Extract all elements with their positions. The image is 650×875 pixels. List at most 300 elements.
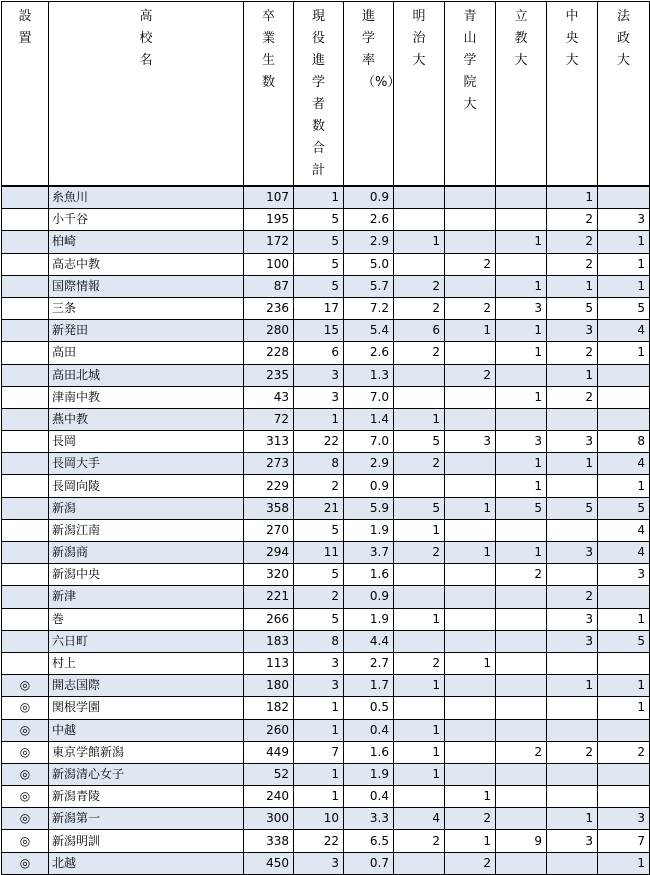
cell-hosei: 1 [598,253,650,275]
cell-aoyama [445,275,496,297]
cell-aoyama: 1 [445,786,496,808]
table-row [2,320,650,342]
cell-type-mark [2,209,49,231]
header-row [2,2,650,187]
cell-type-mark [2,275,49,297]
header-cell: 中央大 [547,2,598,187]
cell-rate: 3.3 [344,808,394,830]
cell-rate: 7.0 [344,386,394,408]
cell-hosei: 3 [598,564,650,586]
cell-chuo [547,519,598,541]
cell-graduates: 72 [244,408,294,430]
cell-school-name: 長岡向陵 [49,475,244,497]
cell-aoyama [445,697,496,719]
cell-aoyama [445,231,496,253]
cell-aoyama [445,564,496,586]
table-row [2,830,650,852]
cell-meiji: 2 [394,652,445,674]
cell-chuo: 1 [547,186,598,209]
cell-enrollees-total: 5 [294,275,344,297]
cell-aoyama [445,586,496,608]
cell-graduates: 235 [244,364,294,386]
cell-hosei: 4 [598,453,650,475]
cell-enrollees-total: 22 [294,830,344,852]
cell-rate: 1.6 [344,741,394,763]
cell-rate: 3.7 [344,542,394,564]
cell-chuo [547,786,598,808]
cell-school-name: 三条 [49,297,244,319]
cell-hosei: 1 [598,342,650,364]
cell-hosei: 5 [598,497,650,519]
cell-enrollees-total: 1 [294,408,344,430]
cell-school-name: 北越 [49,852,244,874]
cell-type-mark [2,542,49,564]
cell-enrollees-total: 7 [294,741,344,763]
cell-rate: 1.9 [344,763,394,785]
cell-rikkyo [496,253,547,275]
cell-hosei [598,386,650,408]
cell-graduates: 240 [244,786,294,808]
cell-rikkyo [496,786,547,808]
cell-rikkyo [496,719,547,741]
cell-rate: 0.9 [344,475,394,497]
cell-hosei: 1 [598,475,650,497]
cell-chuo [547,852,598,874]
cell-type-mark [2,608,49,630]
table-row [2,741,650,763]
cell-hosei: 5 [598,297,650,319]
cell-type-mark [2,564,49,586]
cell-chuo: 2 [547,586,598,608]
table-row [2,364,650,386]
table-row [2,342,650,364]
cell-rikkyo [496,209,547,231]
cell-enrollees-total: 6 [294,342,344,364]
table-row [2,542,650,564]
cell-school-name: 新潟清心女子 [49,763,244,785]
cell-meiji: 2 [394,542,445,564]
cell-type-mark: ◎ [2,719,49,741]
cell-school-name: 新潟商 [49,542,244,564]
cell-enrollees-total: 5 [294,564,344,586]
cell-enrollees-total: 1 [294,763,344,785]
cell-graduates: 113 [244,652,294,674]
cell-graduates: 266 [244,608,294,630]
cell-rikkyo [496,763,547,785]
cell-chuo: 5 [547,497,598,519]
table-row [2,586,650,608]
cell-enrollees-total: 2 [294,475,344,497]
cell-hosei: 4 [598,542,650,564]
cell-meiji: 2 [394,453,445,475]
table-row [2,475,650,497]
cell-rate: 5.7 [344,275,394,297]
table-row [2,453,650,475]
cell-hosei: 1 [598,675,650,697]
cell-graduates: 270 [244,519,294,541]
cell-chuo [547,408,598,430]
cell-rate: 5.4 [344,320,394,342]
cell-rate: 0.4 [344,786,394,808]
cell-rate: 1.6 [344,564,394,586]
cell-type-mark: ◎ [2,808,49,830]
cell-aoyama: 3 [445,431,496,453]
cell-graduates: 183 [244,630,294,652]
cell-enrollees-total: 8 [294,630,344,652]
cell-meiji [394,852,445,874]
cell-meiji: 1 [394,231,445,253]
cell-chuo [547,475,598,497]
cell-hosei: 1 [598,275,650,297]
header-cell: 現役進学者数合計 [294,2,344,187]
cell-chuo: 5 [547,297,598,319]
cell-hosei: 1 [598,697,650,719]
table-row [2,209,650,231]
cell-rikkyo [496,675,547,697]
cell-enrollees-total: 3 [294,652,344,674]
cell-rate: 5.0 [344,253,394,275]
cell-rikkyo: 1 [496,231,547,253]
cell-enrollees-total: 21 [294,497,344,519]
cell-chuo: 1 [547,364,598,386]
cell-hosei [598,408,650,430]
cell-type-mark: ◎ [2,763,49,785]
cell-aoyama [445,763,496,785]
cell-meiji [394,475,445,497]
cell-chuo: 3 [547,630,598,652]
table-row [2,431,650,453]
cell-aoyama [445,408,496,430]
cell-rate: 0.9 [344,186,394,209]
cell-chuo: 1 [547,675,598,697]
cell-school-name: 新潟中央 [49,564,244,586]
cell-hosei: 1 [598,608,650,630]
cell-rikkyo: 1 [496,386,547,408]
cell-type-mark [2,453,49,475]
cell-school-name: 糸魚川 [49,186,244,209]
cell-school-name: 長岡大手 [49,453,244,475]
cell-school-name: 燕中教 [49,408,244,430]
cell-meiji: 5 [394,497,445,519]
header-cell: 高校名 [49,2,244,187]
table-row [2,719,650,741]
table-row [2,675,650,697]
cell-type-mark [2,408,49,430]
table-row [2,275,650,297]
cell-chuo: 2 [547,741,598,763]
cell-type-mark: ◎ [2,830,49,852]
cell-aoyama [445,719,496,741]
header-cell: 明治大 [394,2,445,187]
cell-school-name: 六日町 [49,630,244,652]
cell-graduates: 294 [244,542,294,564]
cell-rikkyo [496,408,547,430]
cell-graduates: 260 [244,719,294,741]
cell-hosei: 8 [598,431,650,453]
cell-chuo: 2 [547,386,598,408]
cell-enrollees-total: 5 [294,209,344,231]
cell-meiji: 1 [394,408,445,430]
cell-rikkyo [496,697,547,719]
header-cell: 青山学院大 [445,2,496,187]
cell-meiji [394,630,445,652]
cell-graduates: 221 [244,586,294,608]
cell-type-mark: ◎ [2,852,49,874]
cell-rikkyo: 1 [496,475,547,497]
cell-enrollees-total: 1 [294,719,344,741]
cell-graduates: 195 [244,209,294,231]
cell-hosei [598,786,650,808]
cell-meiji: 1 [394,608,445,630]
cell-aoyama [445,630,496,652]
cell-rate: 1.9 [344,608,394,630]
cell-graduates: 358 [244,497,294,519]
cell-enrollees-total: 1 [294,697,344,719]
table-row [2,608,650,630]
cell-graduates: 229 [244,475,294,497]
cell-aoyama [445,519,496,541]
cell-rikkyo: 1 [496,453,547,475]
cell-hosei: 7 [598,830,650,852]
cell-aoyama [445,186,496,209]
cell-school-name: 高田北城 [49,364,244,386]
cell-enrollees-total: 22 [294,431,344,453]
cell-school-name: 新潟江南 [49,519,244,541]
cell-type-mark [2,186,49,209]
cell-graduates: 180 [244,675,294,697]
cell-enrollees-total: 2 [294,586,344,608]
cell-hosei [598,763,650,785]
cell-meiji [394,564,445,586]
cell-school-name: 中越 [49,719,244,741]
cell-hosei: 5 [598,630,650,652]
cell-rikkyo [496,608,547,630]
cell-meiji: 1 [394,519,445,541]
cell-meiji: 2 [394,297,445,319]
cell-rikkyo [496,808,547,830]
cell-graduates: 52 [244,763,294,785]
cell-chuo: 2 [547,342,598,364]
cell-school-name: 新潟明訓 [49,830,244,852]
cell-chuo: 3 [547,320,598,342]
cell-chuo: 3 [547,830,598,852]
cell-chuo: 3 [547,608,598,630]
cell-graduates: 449 [244,741,294,763]
cell-enrollees-total: 5 [294,231,344,253]
table-body [2,186,650,874]
cell-aoyama [445,741,496,763]
table-row [2,231,650,253]
cell-type-mark [2,630,49,652]
cell-aoyama: 1 [445,497,496,519]
header-cell: 立教大 [496,2,547,187]
cell-school-name: 小千谷 [49,209,244,231]
cell-graduates: 100 [244,253,294,275]
cell-graduates: 300 [244,808,294,830]
cell-rikkyo: 2 [496,741,547,763]
cell-hosei: 1 [598,852,650,874]
cell-hosei [598,586,650,608]
cell-school-name: 村上 [49,652,244,674]
cell-rikkyo: 3 [496,297,547,319]
cell-rikkyo: 1 [496,320,547,342]
cell-chuo [547,763,598,785]
cell-meiji [394,364,445,386]
table-row [2,497,650,519]
cell-school-name: 新潟第一 [49,808,244,830]
cell-aoyama [445,608,496,630]
cell-rikkyo: 9 [496,830,547,852]
cell-meiji: 1 [394,763,445,785]
cell-aoyama: 1 [445,830,496,852]
table-row [2,253,650,275]
header-cell: 卒業生数 [244,2,294,187]
cell-rikkyo: 2 [496,564,547,586]
cell-enrollees-total: 5 [294,253,344,275]
cell-enrollees-total: 5 [294,608,344,630]
cell-school-name: 国際情報 [49,275,244,297]
cell-aoyama [445,453,496,475]
cell-rikkyo: 1 [496,342,547,364]
cell-enrollees-total: 11 [294,542,344,564]
cell-hosei [598,652,650,674]
cell-enrollees-total: 5 [294,519,344,541]
cell-graduates: 236 [244,297,294,319]
cell-graduates: 228 [244,342,294,364]
cell-type-mark [2,364,49,386]
cell-rikkyo [496,519,547,541]
cell-aoyama: 2 [445,297,496,319]
cell-rate: 7.2 [344,297,394,319]
cell-enrollees-total: 3 [294,364,344,386]
cell-rate: 1.4 [344,408,394,430]
cell-meiji [394,386,445,408]
cell-school-name: 東京学館新潟 [49,741,244,763]
cell-chuo: 2 [547,209,598,231]
cell-chuo: 1 [547,453,598,475]
cell-rate: 0.5 [344,697,394,719]
table-row [2,186,650,209]
table-row [2,763,650,785]
cell-hosei [598,186,650,209]
cell-type-mark [2,519,49,541]
table-row [2,697,650,719]
cell-aoyama [445,386,496,408]
cell-school-name: 柏崎 [49,231,244,253]
cell-school-name: 新発田 [49,320,244,342]
cell-school-name: 高志中教 [49,253,244,275]
table-row [2,519,650,541]
cell-chuo: 3 [547,542,598,564]
cell-rate: 1.7 [344,675,394,697]
cell-type-mark: ◎ [2,786,49,808]
cell-rikkyo [496,186,547,209]
cell-rate: 2.6 [344,209,394,231]
cell-graduates: 107 [244,186,294,209]
cell-rate: 1.3 [344,364,394,386]
cell-aoyama: 1 [445,542,496,564]
cell-graduates: 172 [244,231,294,253]
cell-graduates: 273 [244,453,294,475]
cell-enrollees-total: 10 [294,808,344,830]
cell-school-name: 開志国際 [49,675,244,697]
cell-meiji: 2 [394,830,445,852]
cell-rikkyo: 5 [496,497,547,519]
cell-rate: 7.0 [344,431,394,453]
cell-type-mark [2,652,49,674]
cell-chuo [547,697,598,719]
cell-rikkyo [496,586,547,608]
cell-chuo [547,719,598,741]
cell-chuo: 2 [547,231,598,253]
table-row [2,652,650,674]
cell-type-mark [2,586,49,608]
cell-enrollees-total: 8 [294,453,344,475]
cell-type-mark: ◎ [2,697,49,719]
cell-rikkyo [496,630,547,652]
cell-school-name: 新津 [49,586,244,608]
table-row [2,564,650,586]
cell-enrollees-total: 3 [294,675,344,697]
cell-aoyama [445,675,496,697]
header-cell: 法政大 [598,2,650,187]
cell-enrollees-total: 17 [294,297,344,319]
table-row [2,808,650,830]
cell-type-mark [2,431,49,453]
cell-rikkyo [496,364,547,386]
cell-type-mark: ◎ [2,741,49,763]
cell-type-mark [2,253,49,275]
cell-graduates: 182 [244,697,294,719]
cell-rate: 2.6 [344,342,394,364]
cell-meiji: 4 [394,808,445,830]
cell-meiji: 1 [394,675,445,697]
cell-meiji: 6 [394,320,445,342]
cell-meiji [394,209,445,231]
cell-graduates: 338 [244,830,294,852]
cell-rate: 4.4 [344,630,394,652]
cell-rate: 1.9 [344,519,394,541]
cell-enrollees-total: 1 [294,186,344,209]
cell-rikkyo: 3 [496,431,547,453]
cell-graduates: 313 [244,431,294,453]
cell-rikkyo: 1 [496,542,547,564]
cell-type-mark [2,386,49,408]
cell-meiji [394,186,445,209]
cell-school-name: 新潟青陵 [49,786,244,808]
cell-chuo: 1 [547,275,598,297]
table-row [2,630,650,652]
cell-meiji: 2 [394,275,445,297]
cell-hosei: 3 [598,808,650,830]
cell-meiji: 5 [394,431,445,453]
cell-enrollees-total: 1 [294,786,344,808]
header-cell: 進学率（%） [344,2,394,187]
cell-type-mark [2,297,49,319]
cell-type-mark [2,231,49,253]
cell-rate: 0.7 [344,852,394,874]
cell-enrollees-total: 15 [294,320,344,342]
cell-enrollees-total: 3 [294,386,344,408]
cell-graduates: 43 [244,386,294,408]
cell-graduates: 320 [244,564,294,586]
cell-type-mark [2,320,49,342]
cell-aoyama: 1 [445,652,496,674]
cell-rate: 5.9 [344,497,394,519]
cell-graduates: 280 [244,320,294,342]
cell-hosei: 4 [598,519,650,541]
cell-type-mark: ◎ [2,675,49,697]
